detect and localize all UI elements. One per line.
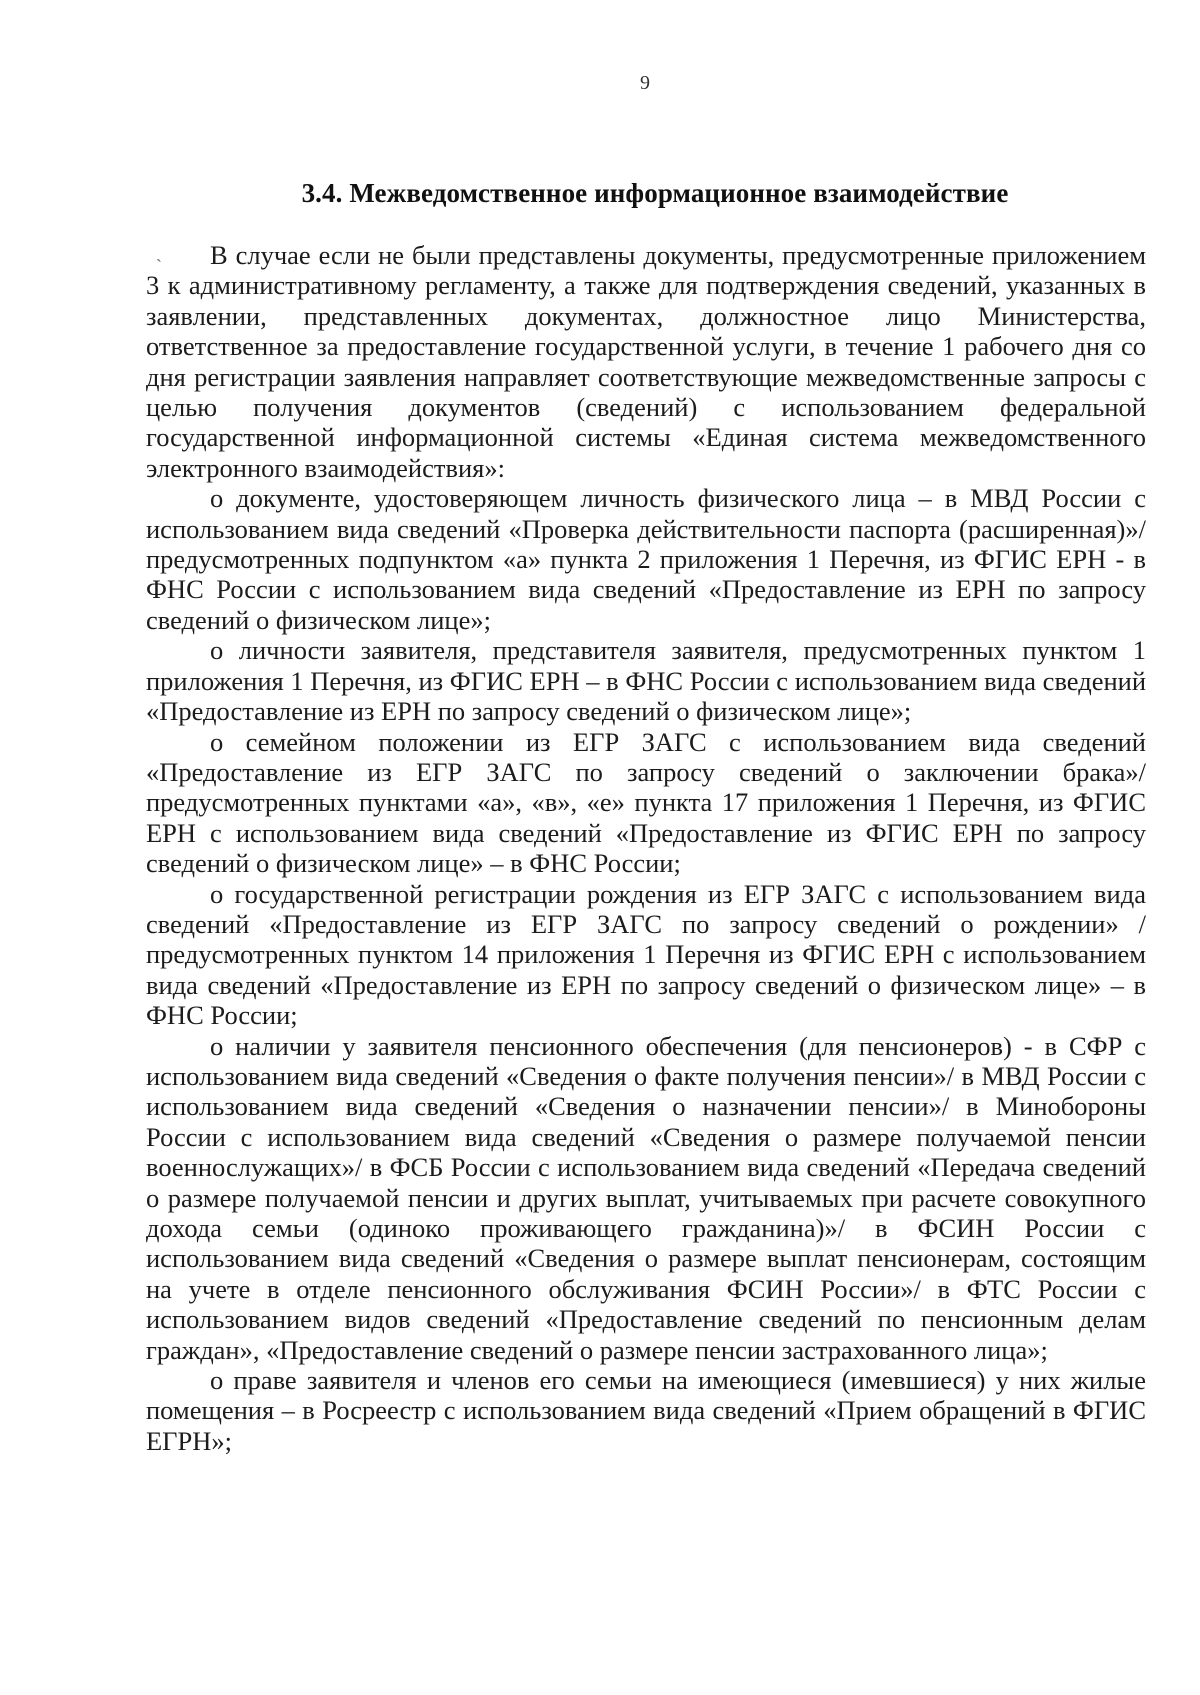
page-number: 9 — [640, 72, 650, 94]
paragraph-birth-registration: о государственной регистрации рождения из ЕГР ЗАГС с использованием вида сведений «Предоставление из ЕГР ЗАГС по запросу сведений о рождении» /предусмотренных пунктом 14 приложения 1 Перечня из ФГИС ЕРН с использованием вида сведений «Предоставление из ЕРН по запросу сведений о физическом лице» – в ФНС России; — [146, 878, 1146, 1031]
scan-mark: ˎ — [156, 242, 162, 262]
paragraph-applicant-identity: о личности заявителя, представителя заявителя, предусмотренных пунктом 1 приложения 1 Перечня, из ФГИС ЕРН – в ФНС России с использованием вида сведений «Предоставление из ЕРН по запросу сведений о физическом лице»; — [146, 635, 1146, 727]
paragraph-marital-status: о семейном положении из ЕГР ЗАГС с использованием вида сведений «Предоставление из ЕГР ЗАГС по запросу сведений о заключении брака»/предусмотренных пунктами «а», «в», «е» пункта 17 приложения 1 Перечня, из ФГИС ЕРН с использованием вида сведений «Предоставление из ФГИС ЕРН по запросу сведений о физическом лице» – в ФНС России; — [146, 726, 1146, 879]
body-text — [146, 240, 1146, 1456]
paragraph-identity-document: о документе, удостоверяющем личность физического лица – в МВД России с использованием вида сведений «Проверка действительности паспорта (расширенная)»/предусмотренных подпунктом «а» пункта 2 приложения 1 Перечня, из ФГИС ЕРН - в ФНС России с использованием вида сведений «Предоставление из ЕРН по запросу сведений о физическом лице»; — [146, 483, 1146, 635]
paragraph-intro: В случае если не были представлены документы, предусмотренные приложением 3 к административному регламенту, а также для подтверждения сведений, указанных в заявлении, представленных документах, должностное лицо Министерства, ответственное за предоставление государственной услуги, в течение 1 рабочего дня со дня регистрации заявления направляет соответствующие межведомственные запросы с целью получения документов (сведений) с использованием федеральной государственной информационной системы «Единая система межведомственного электронного взаимодействия»: — [146, 240, 1146, 483]
paragraph-housing-rights: о праве заявителя и членов его семьи на имеющиеся (имевшиеся) у них жилые помещения – в Росреестр с использованием вида сведений «Прием обращений в ФГИС ЕГРН»; — [146, 1365, 1146, 1456]
paragraph-pension: о наличии у заявителя пенсионного обеспечения (для пенсионеров) - в СФР с использованием вида сведений «Сведения о факте получения пенсии»/ в МВД России с использованием вида сведений «Сведения о назначении пенсии»/ в Минобороны России с использованием вида сведений «Сведения о размере получаемой пенсии военнослужащих»/ в ФСБ России с использованием вида сведений «Передача сведений о размере получаемой пенсии и других выплат, учитываемых при расчете совокупного дохода семьи (одиноко проживающего гражданина)»/ в ФСИН России с использованием вида сведений «Сведения о размере выплат пенсионерам, состоящим на учете в отделе пенсионного обслуживания ФСИН России»/ в ФТС России с использованием видов сведений «Предоставление сведений по пенсионным делам граждан», «Предоставление сведений о размере пенсии застрахованного лица»; — [146, 1030, 1146, 1365]
section-heading: 3.4. Межведомственное информационное взаимодействие — [301, 178, 1009, 208]
